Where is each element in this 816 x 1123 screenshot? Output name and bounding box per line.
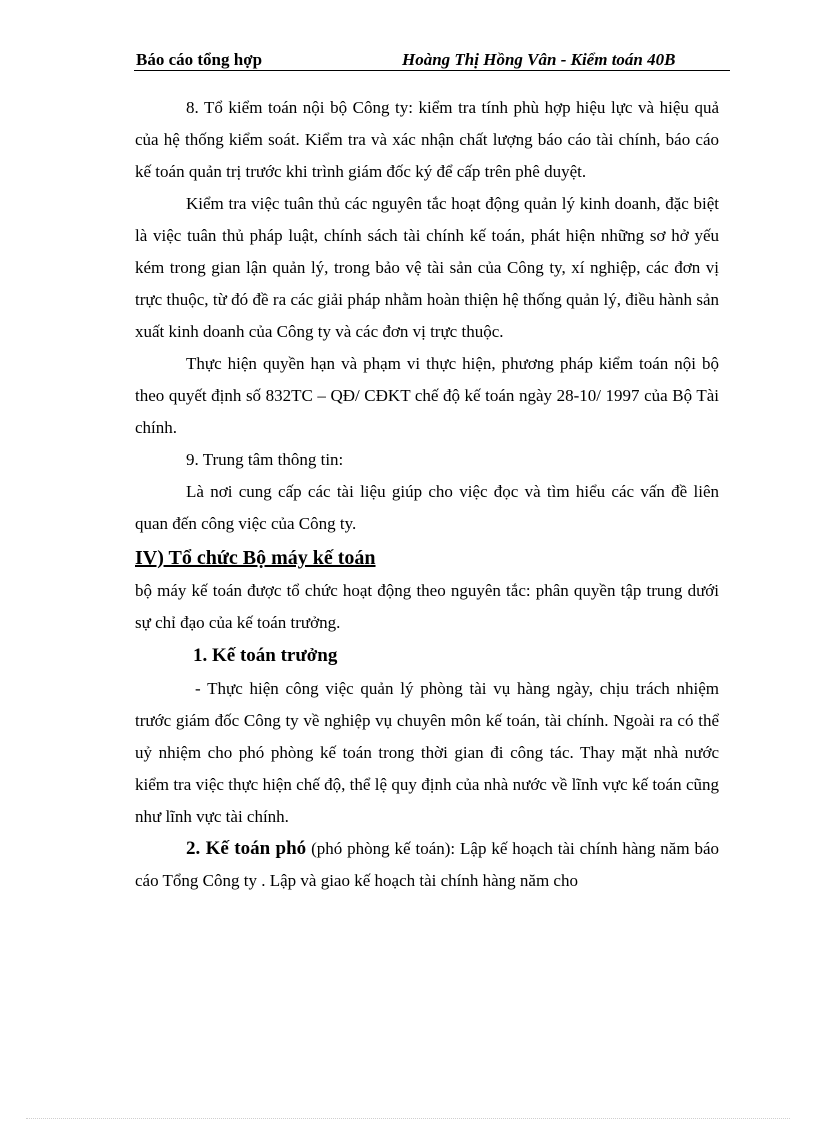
subheading-deputy-accountant: 2. Kế toán phó (186, 838, 307, 859)
paragraph-info-center-title: 9. Trung tâm thông tin: (186, 450, 344, 469)
header-title: Báo cáo tổng hợp (136, 50, 263, 69)
header-author: Hoàng Thị Hồng Vân - Kiểm toán 40B (402, 50, 676, 69)
paragraph-info-center-desc: Là nơi cung cấp các tài liệu giúp cho việc đọc và tìm hiểu các vấn đề liên quan đến công việc của Công ty. (135, 482, 719, 533)
page-bottom-divider (26, 1118, 790, 1119)
paragraph-deputy-accountant (135, 833, 719, 897)
document-body (135, 92, 719, 897)
paragraph-chief-accountant-duties: - Thực hiện công việc quản lý phòng tài vụ hàng ngày, chịu trách nhiệm trước giám đốc Công ty về nghiệp vụ chuyên môn kế toán, tài chính. Ngoài ra có thể uỷ nhiệm cho phó phòng kế toán trong thời gian đi công tác. Thay mặt nhà nước kiểm tra việc thực hiện chế độ, thể lệ quy định của nhà nước về lĩnh vực kế toán cũng như lĩnh vực tài chính. (135, 679, 719, 826)
paragraph-internal-audit: 8. Tổ kiểm toán nội bộ Công ty: kiểm tra tính phù hợp hiệu lực và hiệu quả của hệ thống kiểm soát. Kiểm tra và xác nhận chất lượng báo cáo tài chính, báo cáo kế toán quản trị trước khi trình giám đốc ký để cấp trên phê duyệt. (135, 98, 719, 181)
paragraph-compliance-check: Kiểm tra việc tuân thủ các nguyên tắc hoạt động quản lý kinh doanh, đặc biệt là việc tuân thủ pháp luật, chính sách tài chính kế toán, phát hiện những sơ hở yếu kém trong gian lận quản lý, trong bảo vệ tài sản của Công ty, xí nghiệp, các đơn vị trực thuộc, từ đó đề ra các giải pháp nhằm hoàn thiện hệ thống quản lý, điều hành sản xuất kinh doanh của Công ty và các đơn vị trực thuộc. (135, 194, 719, 341)
page-header (134, 46, 730, 71)
paragraph-audit-authority: Thực hiện quyền hạn và phạm vi thực hiện, phương pháp kiểm toán nội bộ theo quyết định số 832TC – QĐ/ CĐKT chế độ kế toán ngày 28-10/ 1997 của Bộ Tài chính. (135, 354, 719, 437)
paragraph-accounting-structure: bộ máy kế toán được tổ chức hoạt động theo nguyên tắc: phân quyền tập trung dưới sự chỉ đạo của kế toán trưởng. (135, 581, 719, 632)
subheading-chief-accountant: 1. Kế toán trưởng (193, 645, 338, 666)
section-heading: IV) Tổ chức Bộ máy kế toán (135, 547, 376, 569)
deputy-accountant-text: (phó phòng kế toán): Lập kế hoạch tài chính hàng năm báo cáo Tổng Công ty . Lập và giao kế hoạch tài chính hàng năm cho (135, 839, 719, 890)
